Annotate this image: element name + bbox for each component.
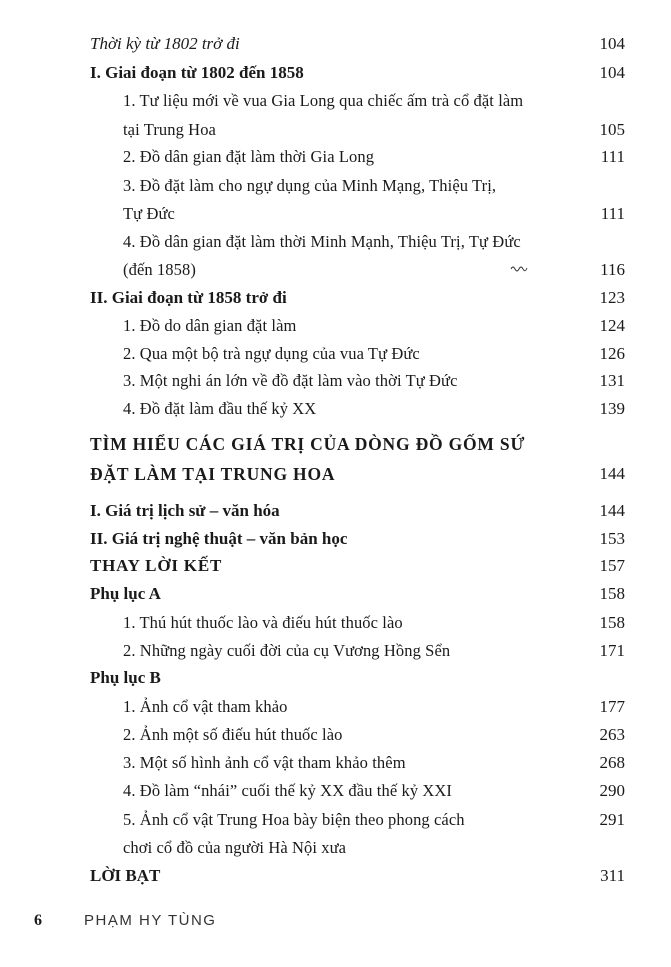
toc-entry-label: Tự Đức	[123, 204, 175, 223]
toc-entry-page: 158	[599, 584, 625, 603]
toc-entry-label: 2. Ảnh một số điếu hút thuốc lào	[123, 725, 343, 744]
toc-entry-page: 105	[599, 120, 625, 139]
toc-entry-label: 4. Đồ làm “nhái” cuối thế kỷ XX đầu thế kỷ XXI	[123, 781, 453, 800]
toc-entry-label: 4. Đồ đặt làm đầu thế kỷ XX	[123, 399, 317, 418]
toc-entry-label: Thời kỳ từ 1802 trở đi	[90, 34, 240, 53]
toc-entry-label: 3. Đồ đặt làm cho ngự dụng của Minh Mạng, Thiệu Trị,	[123, 176, 497, 195]
toc-entry-label: I. Giá trị lịch sử – văn hóa	[90, 501, 280, 520]
toc-entry-page: 126	[599, 344, 625, 363]
toc-entry-label: Phụ lục B	[90, 668, 161, 687]
toc-entry-label: Phụ lục A	[90, 584, 161, 603]
toc-entry-label: 1. Tư liệu mới về vua Gia Long qua chiếc ấm trà cổ đặt làm	[123, 91, 524, 110]
toc-entry-page: 111	[600, 147, 625, 166]
toc-entry-label: 3. Một số hình ảnh cổ vật tham khảo thêm	[123, 753, 406, 772]
toc-entry-page: 157	[599, 556, 625, 575]
toc-entry-page: 171	[599, 641, 625, 660]
toc-entry-page: 153	[599, 529, 625, 548]
toc-entry-label: 5. Ảnh cổ vật Trung Hoa bày biện theo phong cách	[123, 810, 465, 829]
toc-entry-label: THAY LỜI KẾT	[90, 556, 223, 575]
toc-entry-label: TÌM HIỂU CÁC GIÁ TRỊ CỦA DÒNG ĐỒ GỐM SỨ	[90, 434, 526, 454]
toc-entry-label: 1. Thú hút thuốc lào và điếu hút thuốc lào	[123, 613, 403, 632]
toc-entry-label: tại Trung Hoa	[123, 120, 216, 139]
running-author: PHẠM HY TÙNG	[84, 912, 217, 929]
toc-entry-page: 116	[600, 260, 625, 279]
toc-entry-label: 2. Những ngày cuối đời của cụ Vương Hồng Sển	[123, 641, 451, 660]
toc-entry-label: 4. Đồ dân gian đặt làm thời Minh Mạnh, Thiệu Trị, Tự Đức	[123, 232, 521, 251]
toc-entry-label: 2. Đồ dân gian đặt làm thời Gia Long	[123, 147, 375, 166]
toc-entry-page: 139	[599, 399, 625, 418]
toc-entry-label: 1. Ảnh cổ vật tham khảo	[123, 697, 288, 716]
toc-entry-label: 3. Một nghi án lớn về đồ đặt làm vào thời Tự Đức	[123, 371, 458, 390]
toc-entry-page: 111	[600, 204, 625, 223]
toc-entry-page: 104	[599, 34, 625, 53]
page-footer	[0, 906, 671, 936]
toc-entry-label: II. Giá trị nghệ thuật – văn bản học	[90, 529, 348, 548]
pen-squiggle-mark	[510, 263, 528, 273]
toc-entry-label: ĐẶT LÀM TẠI TRUNG HOA	[90, 464, 336, 484]
toc-entry-label: II. Giai đoạn từ 1858 trở đi	[90, 288, 287, 307]
toc-entry-page: 291	[599, 810, 625, 829]
toc-entry-label: chơi cổ đồ của người Hà Nội xưa	[123, 838, 347, 857]
toc-entry-page: 131	[599, 371, 625, 390]
toc-entry-label: LỜI BẠT	[90, 866, 161, 885]
toc-entry-label: 2. Qua một bộ trà ngự dụng của vua Tự Đức	[123, 344, 420, 363]
toc-entry-page: 144	[599, 464, 625, 483]
toc-entry-page: 104	[599, 63, 625, 82]
toc-entry-page: 144	[599, 501, 625, 520]
toc-entry-page: 158	[599, 613, 625, 632]
page-number: 6	[34, 912, 42, 929]
toc-entry-page: 124	[599, 316, 625, 335]
toc-entry-label: I. Giai đoạn từ 1802 đến 1858	[90, 63, 304, 82]
toc-entry-page: 311	[600, 866, 625, 885]
toc-entry-page: 263	[599, 725, 625, 744]
toc-entry-page: 290	[599, 781, 625, 800]
toc-entry-label: (đến 1858)	[123, 260, 196, 279]
toc-entry-label: 1. Đồ do dân gian đặt làm	[123, 316, 297, 335]
toc-entry-page: 123	[599, 288, 625, 307]
toc-entry-page: 268	[599, 753, 625, 772]
toc-entry-page: 177	[599, 697, 625, 716]
